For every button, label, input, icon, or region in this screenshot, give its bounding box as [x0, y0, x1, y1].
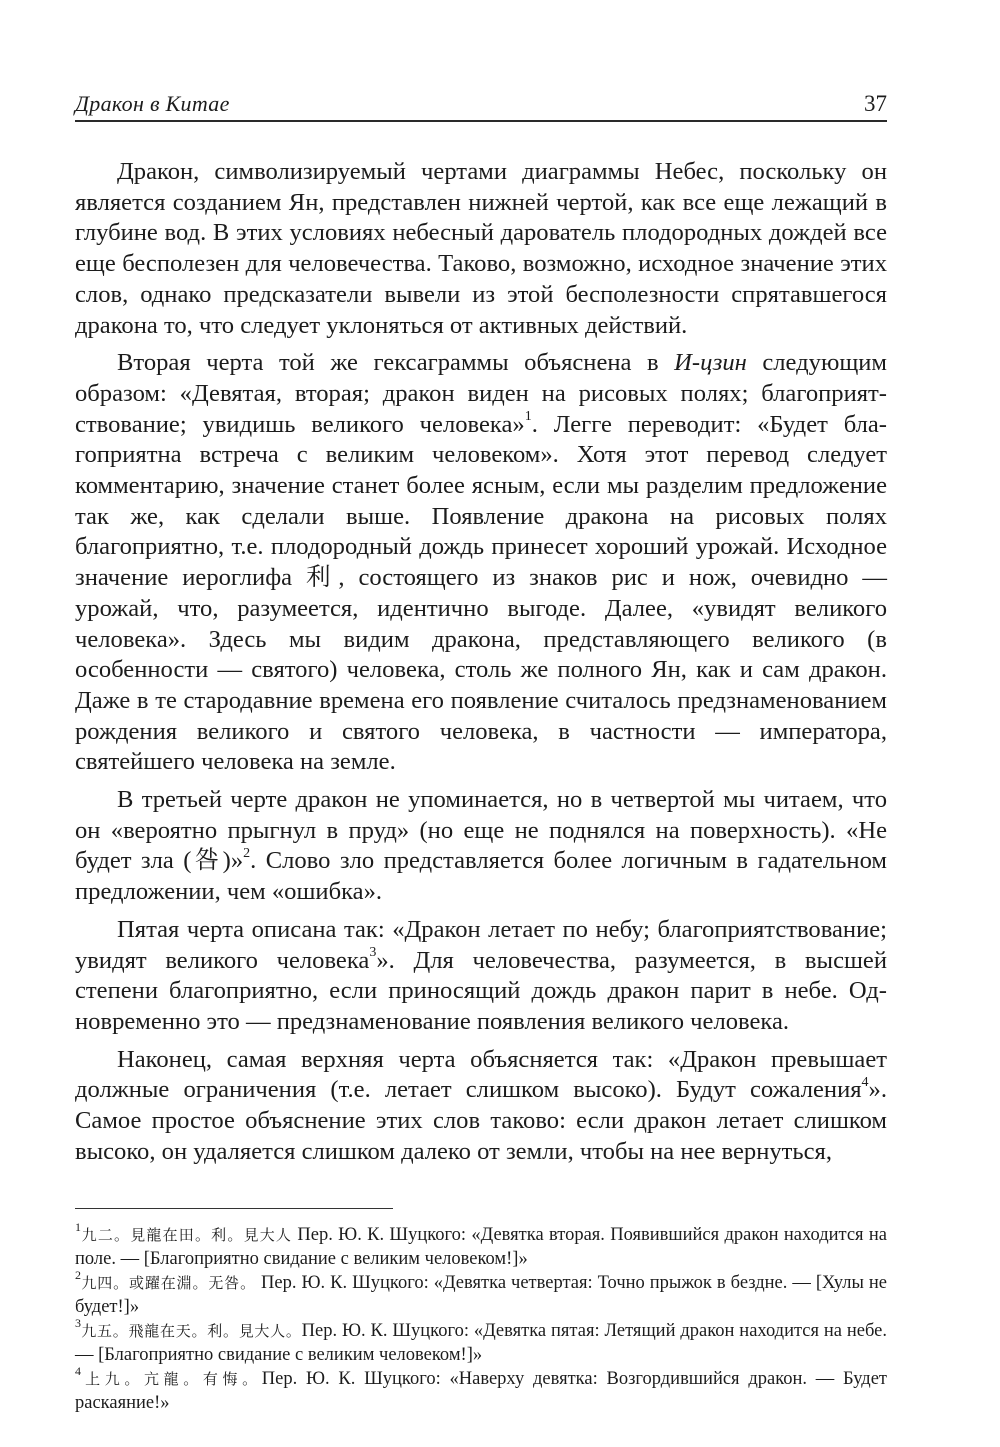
- footnote-chinese-text: 九四。或躍在淵。无咎。: [81, 1273, 257, 1292]
- footnote-ref-3[interactable]: 3: [369, 945, 377, 961]
- paragraph-5-text-b: ». Самое простое объяснение этих слов таково: если дракон летает слишком высоко, он удаляется слишком далеко от земли, чтобы на нее вернуться,: [75, 1076, 887, 1165]
- paragraph-1: [75, 157, 887, 341]
- footnote-translation: Пер. Ю. К. Шуцкого: «Наверху девятка: Возгордившийся дракон. — Будет раскаяние!»: [75, 1368, 887, 1413]
- footnote-chinese-text: 上九。亢龍。有悔。: [81, 1369, 262, 1388]
- paragraph-1-text: Дракон, символизируемый чертами диаграммы Небес, поскольку он является созданием Ян, представлен нижней чертой, как все еще лежащий в глубине вод. В этих условиях небесный дарователь плодородных дождей все еще бесполезен для человечества. Таково, возможно, исходное значение этих слов, однако предсказатели вывели из этой бесполезности спрятавшегося дракона то, что следует уклоняться от активных действий.: [75, 158, 887, 339]
- footnote-3: [75, 1316, 887, 1367]
- footnote-number: 4: [75, 1364, 81, 1379]
- footnote-4: [75, 1364, 887, 1415]
- paragraph-4: [75, 915, 887, 1038]
- footnote-ref-2[interactable]: 2: [243, 846, 251, 862]
- paragraph-5: [75, 1045, 887, 1168]
- footnote-translation: Пер. Ю. К. Шуцкого: «Девятка вторая. Появившийся дракон находится на поле. — [Благоприятно свидание с великим человеком!]»: [75, 1224, 887, 1269]
- paragraph-4-text-a: Пятая черта описана так: «Дракон летает по небу; благоприятствование; увидят великого человека: [75, 915, 887, 974]
- footnotes: [75, 1220, 887, 1415]
- paragraph-2-text-b: следующим образом: «Девятая, вторая; дракон виден на рисовых полях; благоприятствование; увидишь великого человека»: [75, 349, 887, 438]
- book-page: [75, 80, 887, 1415]
- footnote-number: 3: [75, 1316, 81, 1331]
- footnote-translation: Пер. Ю. К. Шуцкого: «Девятка четвертая: Точно прыжок в бездне. — [Хулы не будет!]»: [75, 1272, 887, 1317]
- paragraph-2-text-a: Вторая черта той же гексаграммы объяснена в: [117, 349, 675, 377]
- footnote-number: 2: [75, 1268, 81, 1283]
- footnote-2: [75, 1268, 887, 1319]
- paragraph-3-text-b: . Слово зло представляется более логичным в гадательном предложении, чем «ошибка».: [75, 847, 887, 906]
- footnote-chinese-text: 九五。飛龍在天。利。見大人。: [81, 1321, 302, 1340]
- footnote-ref-4[interactable]: 4: [861, 1075, 869, 1091]
- footnote-translation: Пер. Ю. К. Шуцкого: «Девятка пятая: Летящий дракон находится на небе. — [Благоприятно свидание с великим человеком!]»: [75, 1320, 887, 1365]
- footnote-chinese-text: 九二。見龍在田。利。見大人: [81, 1225, 293, 1244]
- chapter-title: Дракон в Китае: [75, 91, 230, 116]
- footnote-ref-1[interactable]: 1: [524, 409, 532, 425]
- footnote-number: 1: [75, 1220, 81, 1235]
- paragraph-3: [75, 785, 887, 908]
- paragraph-3-text-a: В третьей черте дракон не упоминается, но в четвертой мы читаем, что он «вероятно прыгнул в пруд» (но еще не поднялся на поверхность). «Не будет зла (咎)»: [75, 786, 887, 875]
- footnote-1: [75, 1220, 887, 1271]
- footnote-divider: [75, 1208, 393, 1209]
- book-title-i-ching: И-цзин: [674, 349, 747, 377]
- main-text: [75, 157, 887, 1168]
- running-header: [75, 80, 887, 122]
- page-number: 37: [864, 91, 887, 116]
- paragraph-2: [75, 348, 887, 778]
- paragraph-2-text-c: . Легге переводит: «Будет благоприятна встреча с великим человеком». Хотя этот перевод следует комментарию, значение станет более ясным, если мы разделим предложение так же, как сделали выше. Появление дракона на рисовых полях благоприятно, т.е. плодородный дождь принесет хороший урожай. Исходное значение иероглифа 利, состоящего из знаков рис и нож, очевидно — урожай, что, разумеется, идентично выгоде. Далее, «увидят великого человека». Здесь мы видим дракона, представляющего великого (в особенности — святого) человека, столь же полного Ян, как и сам дракон. Даже в те стародавние времена его появление считалось предзнаменованием рождения великого и святого человека, в частности — императора, святейшего человека на земле.: [75, 410, 887, 776]
- paragraph-5-text-a: Наконец, самая верхняя черта объясняется так: «Дракон превышает должные ограничения (т.е. летает слишком высоко). Будут сожаления: [75, 1045, 887, 1104]
- paragraph-4-text-b: ». Для человечества, разумеется, в высшей степени благоприятно, если приносящий дождь дракон парит в небе. Одновременно это — предзнаменование появления великого человека.: [75, 946, 887, 1035]
